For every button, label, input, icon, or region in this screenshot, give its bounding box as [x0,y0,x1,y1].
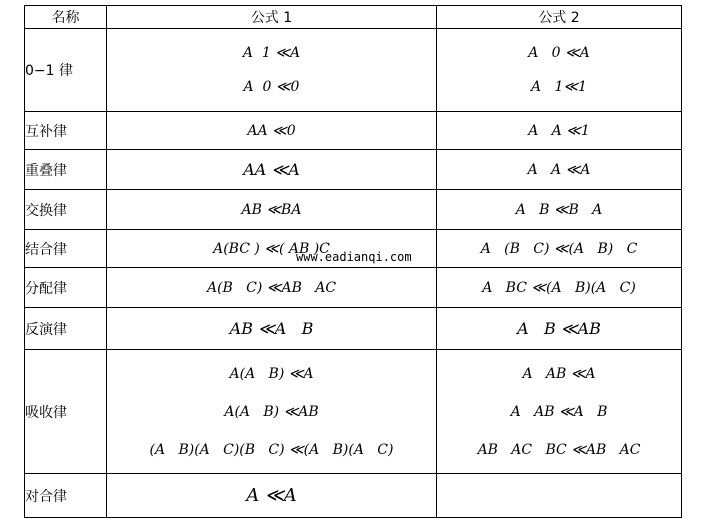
table-row [25,190,682,230]
header-row [25,6,682,29]
formula: A BC ≪(A B)(A C) [482,279,636,296]
formula: A 1 ≪A [242,45,301,61]
table-row [25,350,682,474]
table-row [25,150,682,190]
formula-2-cell [437,308,682,350]
formula-1-cell [107,268,437,308]
formula: A(BC ) ≪( AB )C [213,240,330,257]
formula-2-cell [437,112,682,150]
formula: A AB ≪A [522,365,596,382]
header-formula-2: 公式 2 [437,6,682,29]
law-name: 结合律 [25,230,107,268]
formula: A A ≪A [527,161,591,178]
table-row [25,308,682,350]
formula-1-cell [107,190,437,230]
formula-2-cell [437,474,682,518]
table-row [25,474,682,518]
formula-1-cell [107,112,437,150]
table-row [25,112,682,150]
formula: AB AC BC ≪AB AC [477,441,641,458]
header-name: 名称 [25,6,107,29]
law-name: 分配律 [25,268,107,308]
formula: A 0 ≪A [528,45,590,61]
formula-2-cell [437,350,682,474]
formula-2-cell [437,190,682,230]
table-row [25,268,682,308]
formula: A (B C) ≪(A B) C [480,240,638,257]
law-name: 重叠律 [25,150,107,190]
law-name: 互补律 [25,112,107,150]
formula-1-cell [107,308,437,350]
header-formula-1: 公式 1 [107,6,437,29]
formula: (A B)(A C)(B C) ≪(A B)(A C) [149,441,394,458]
formula-2-cell [437,268,682,308]
formula: AB ≪BA [241,201,302,218]
formula-1-cell [107,350,437,474]
law-name: 对合律 [25,474,107,518]
law-name: 吸收律 [25,350,107,474]
formula-2-cell [437,150,682,190]
formula: A(A B) ≪AB [224,403,319,420]
table-row [25,29,682,112]
law-name: 反演律 [25,308,107,350]
law-name: 交换律 [25,190,107,230]
formula: A ≪A [246,485,297,506]
formula-1-cell [107,150,437,190]
watermark: www.eadianqi.com [296,250,412,264]
formula: A(A B) ≪A [229,365,314,382]
formula-1-cell [107,29,437,112]
formula: A AB ≪A B [510,403,608,420]
formula: A 1≪1 [531,79,587,95]
formula-2-cell [437,29,682,112]
formula-2-cell [437,230,682,268]
formula: AA ≪A [243,160,300,179]
formula: A B ≪B A [515,201,603,218]
formula: A B ≪AB [517,319,601,338]
formula-1-cell [107,474,437,518]
law-name: 0−1 律 [25,29,107,112]
formula: A(B C) ≪AB AC [206,279,337,296]
formula: A A ≪1 [528,122,590,139]
formula: A 0 ≪0 [243,79,300,95]
formula: AB ≪A B [229,319,314,338]
formula: AA ≪0 [247,122,296,139]
